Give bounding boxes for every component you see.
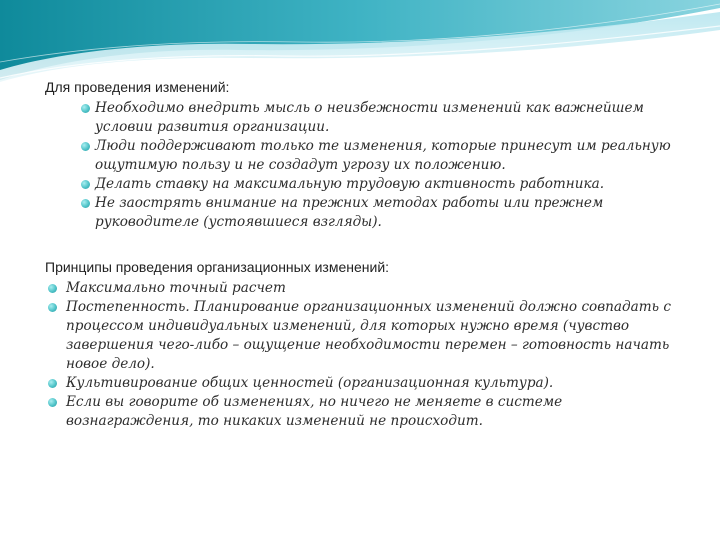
section-title-principles: Принципы проведения организационных изменений:	[45, 259, 390, 275]
principles-list	[45, 279, 685, 431]
bullet-icon	[48, 284, 57, 293]
list-item: Необходимо внедрить мысль о неизбежности изменений как важнейшем условии развития организации.	[45, 99, 685, 137]
bullet-icon	[81, 199, 90, 208]
list-item: Постепенность. Планирование организационных изменений должно совпадать с процессом индивидуальных изменений, для которых нужно время (чувство завершения чего-либо – ощущение необходимости перемен – готовность начать новое дело).	[45, 298, 685, 374]
list-item: Люди поддерживают только те изменения, которые принесут им реальную ощутимую пользу и не создадут угрозу их положению.	[45, 137, 685, 175]
bullet-icon	[81, 142, 90, 151]
bullet-icon	[81, 180, 90, 189]
bullet-icon	[81, 104, 90, 113]
bullet-icon	[48, 398, 57, 407]
list-item: Максимально точный расчет	[45, 279, 685, 298]
list-item: Делать ставку на максимальную трудовую активность работника.	[45, 175, 685, 194]
list-item: Не заострять внимание на прежних методах работы или прежнем руководителе (устоявшиеся взгляды).	[45, 194, 685, 232]
section-spacer	[45, 232, 685, 258]
slide-body	[45, 78, 685, 431]
list-item: Культивирование общих ценностей (организационная культура).	[45, 374, 685, 393]
bullet-icon	[48, 303, 57, 312]
changes-list	[45, 99, 685, 232]
section-title-changes: Для проведения изменений:	[45, 79, 230, 95]
bullet-icon	[48, 379, 57, 388]
list-item: Если вы говорите об изменениях, но ничего не меняете в системе вознаграждения, то никаких изменений не происходит.	[45, 393, 685, 431]
